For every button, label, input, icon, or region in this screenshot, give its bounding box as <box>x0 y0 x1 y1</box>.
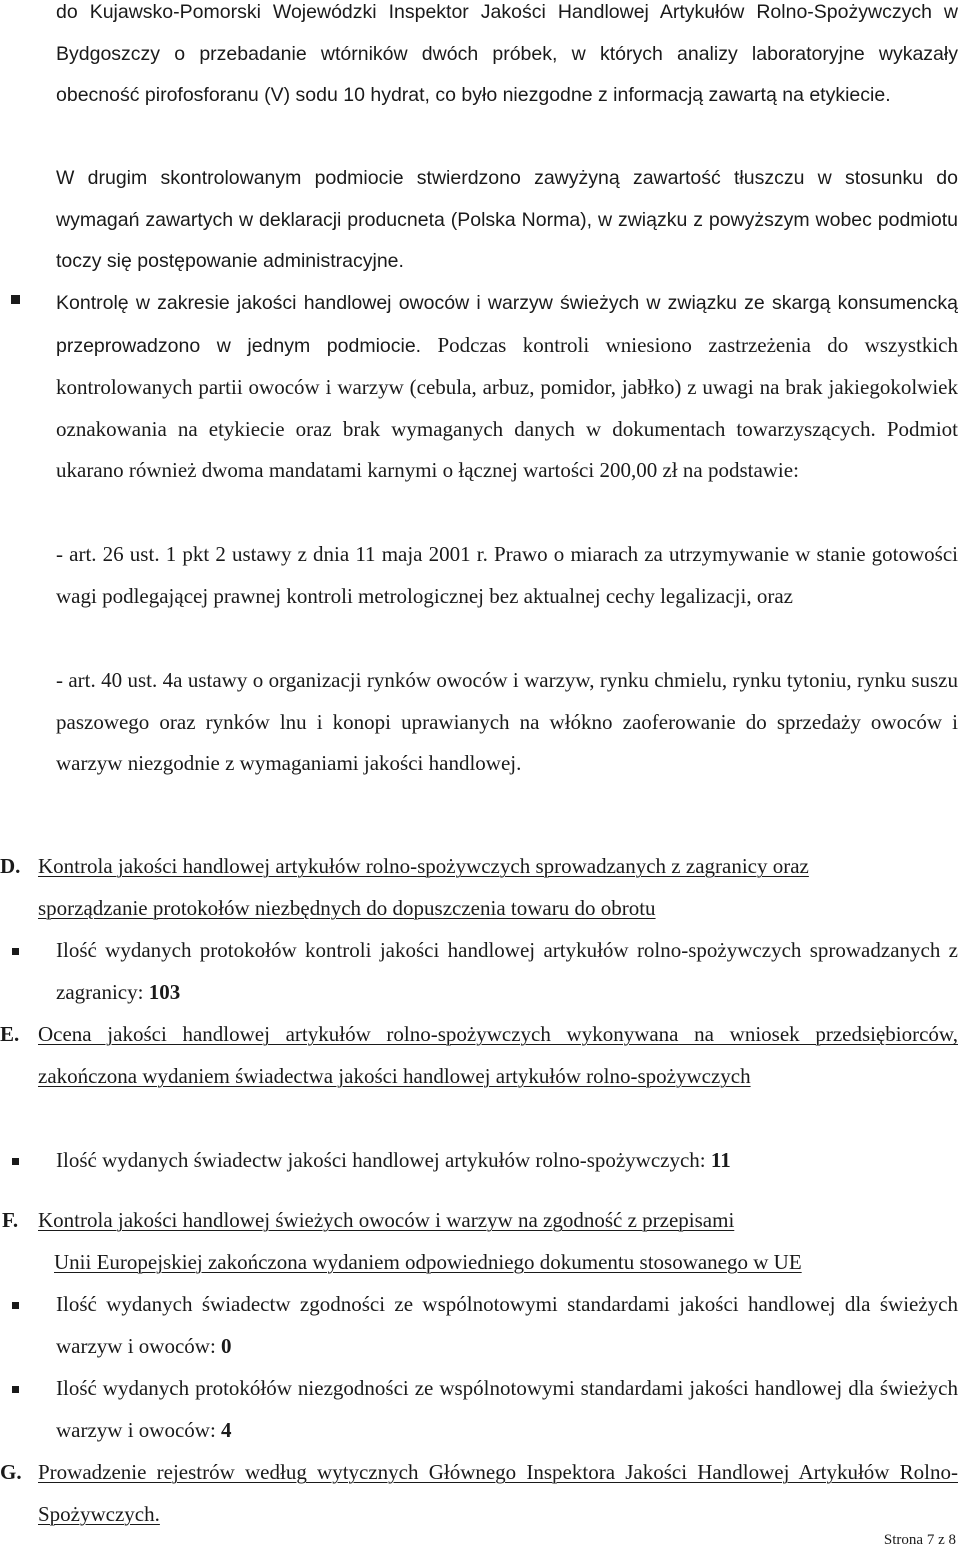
intro-paragraph: do Kujawsko-Pomorski Wojewódzki Inspektor Jakości Handlowej Artykułów Rolno-Spożywczych w Bydgoszczy o przebadanie wtórników dwóch próbek, w których analizy laboratoryjne wykazały obecność pirofosforanu (V) sodu 10 hydrat, co było niezgodne z informacją zawartą na etykiecie. <box>56 1 958 107</box>
section-d-item <box>56 930 958 1013</box>
section-f-item2 <box>56 1368 958 1451</box>
section-d-title-line2: sporządzanie protokołów niezbędnych do dopuszczenia towaru do obrotu <box>38 895 656 920</box>
section-e-item <box>56 1140 958 1182</box>
page-number: Strona 7 z 8 <box>883 1532 956 1548</box>
section-f-title-line2: Unii Europejskiej zakończona wydaniem odpowiedniego dokumentu stosowanego w UE <box>54 1249 802 1274</box>
section-e-item-label: Ilość wydanych świadectw jakości handlowej artykułów rolno-spożywczych: <box>56 1148 706 1172</box>
section-d-item-label: Ilość wydanych protokołów kontroli jakości handlowej artykułów rolno-spożywczych sprowadzanych z zagranicy: <box>56 938 958 1004</box>
section-f-item1-value: 0 <box>221 1333 232 1358</box>
bullet-square-icon <box>12 948 19 955</box>
section-f-item1-label: Ilość wydanych świadectw zgodności ze wspólnotowymi standardami jakości handlowej dla świeżych warzyw i owoców: <box>56 1292 958 1358</box>
fruit-veg-bullet-part2: Podczas kontroli wniesiono zastrzeżenia do wszystkich kontrolowanych partii owoców i warzyw (cebula, arbuz, pomidor, jabłko) z uwagi na brak jakiegokolwiek oznakowania na etykiecie oraz brak wymaganych danych w dokumentach towarzyszących. Podmiot ukarano również dwoma mandatami karnymi o łącznej wartości 200,00 zł na podstawie: <box>56 332 959 483</box>
fruit-veg-bullet-part1: Kontrolę w zakresie jakości handlowej owoców i warzyw świeżych w związku ze skargą konsumencką przeprowadzono w jednym podmiocie. <box>56 292 958 357</box>
section-d-title <box>38 846 958 929</box>
section-f-title <box>38 1200 958 1283</box>
section-d-title-line1: Kontrola jakości handlowej artykułów rolno-spożywczych sprowadzanych z zagranicy oraz <box>38 854 809 878</box>
section-e-letter: E. <box>0 1022 20 1046</box>
section-f-title-line1: Kontrola jakości handlowej świeżych owoców i warzyw na zgodność z przepisami <box>38 1208 735 1232</box>
section-e-item-value: 11 <box>710 1148 731 1172</box>
section-e-title: Ocena jakości handlowej artykułów rolno-spożywczych wykonywana na wniosek przedsiębiorców, zakończona wydaniem świadectwa jakości handlowej artykułów rolno-spożywczych <box>38 1022 958 1088</box>
bullet-square-icon <box>12 1158 19 1165</box>
section-g-title: Prowadzenie rejestrów według wytycznych Głównego Inspektora Jakości Handlowej Artykułów Rolno-Spożywczych. <box>38 1460 958 1526</box>
section-f-item1 <box>56 1284 958 1367</box>
bullet-square-icon <box>12 1386 19 1393</box>
section-g-letter: G. <box>0 1460 22 1484</box>
section-d-letter: D. <box>0 854 21 878</box>
bullet-square-icon <box>11 295 20 304</box>
section-f-item2-label: Ilość wydanych protokółów niezgodności ze wspólnotowymi standardami jakości handlowej dla świeżych warzyw i owoców: <box>56 1376 958 1442</box>
section-d-item-value: 103 <box>148 979 181 1004</box>
section-f-letter: F. <box>2 1208 19 1232</box>
article-26-paragraph: - art. 26 ust. 1 pkt 2 ustawy z dnia 11 maja 2001 r. Prawo o miarach za utrzymywanie w stanie gotowości wagi podlegającej prawnej kontroli metrologicznej bez aktualnej cechy legalizacji, oraz <box>56 542 958 608</box>
fruit-veg-bullet-text <box>56 282 958 492</box>
section-f-item2-value: 4 <box>221 1417 232 1442</box>
second-entity-paragraph: W drugim skontrolowanym podmiocie stwierdzono zawyżyną zawartość tłuszczu w stosunku do wymagań zawartych w deklaracji producneta (Polska Norma), w związku z powyższym wobec podmiotu toczy się postępowanie administracyjne. <box>56 167 958 273</box>
bullet-square-icon <box>12 1302 19 1309</box>
article-40-paragraph: - art. 40 ust. 4a ustawy o organizacji rynków owoców i warzyw, rynku chmielu, rynku tytoniu, rynku suszu paszowego oraz rynków lnu i konopi uprawianych na włókno zaoferowanie do sprzedaży owoców i warzyw niezgodnie z wymaganiami jakości handlowej. <box>56 668 958 776</box>
